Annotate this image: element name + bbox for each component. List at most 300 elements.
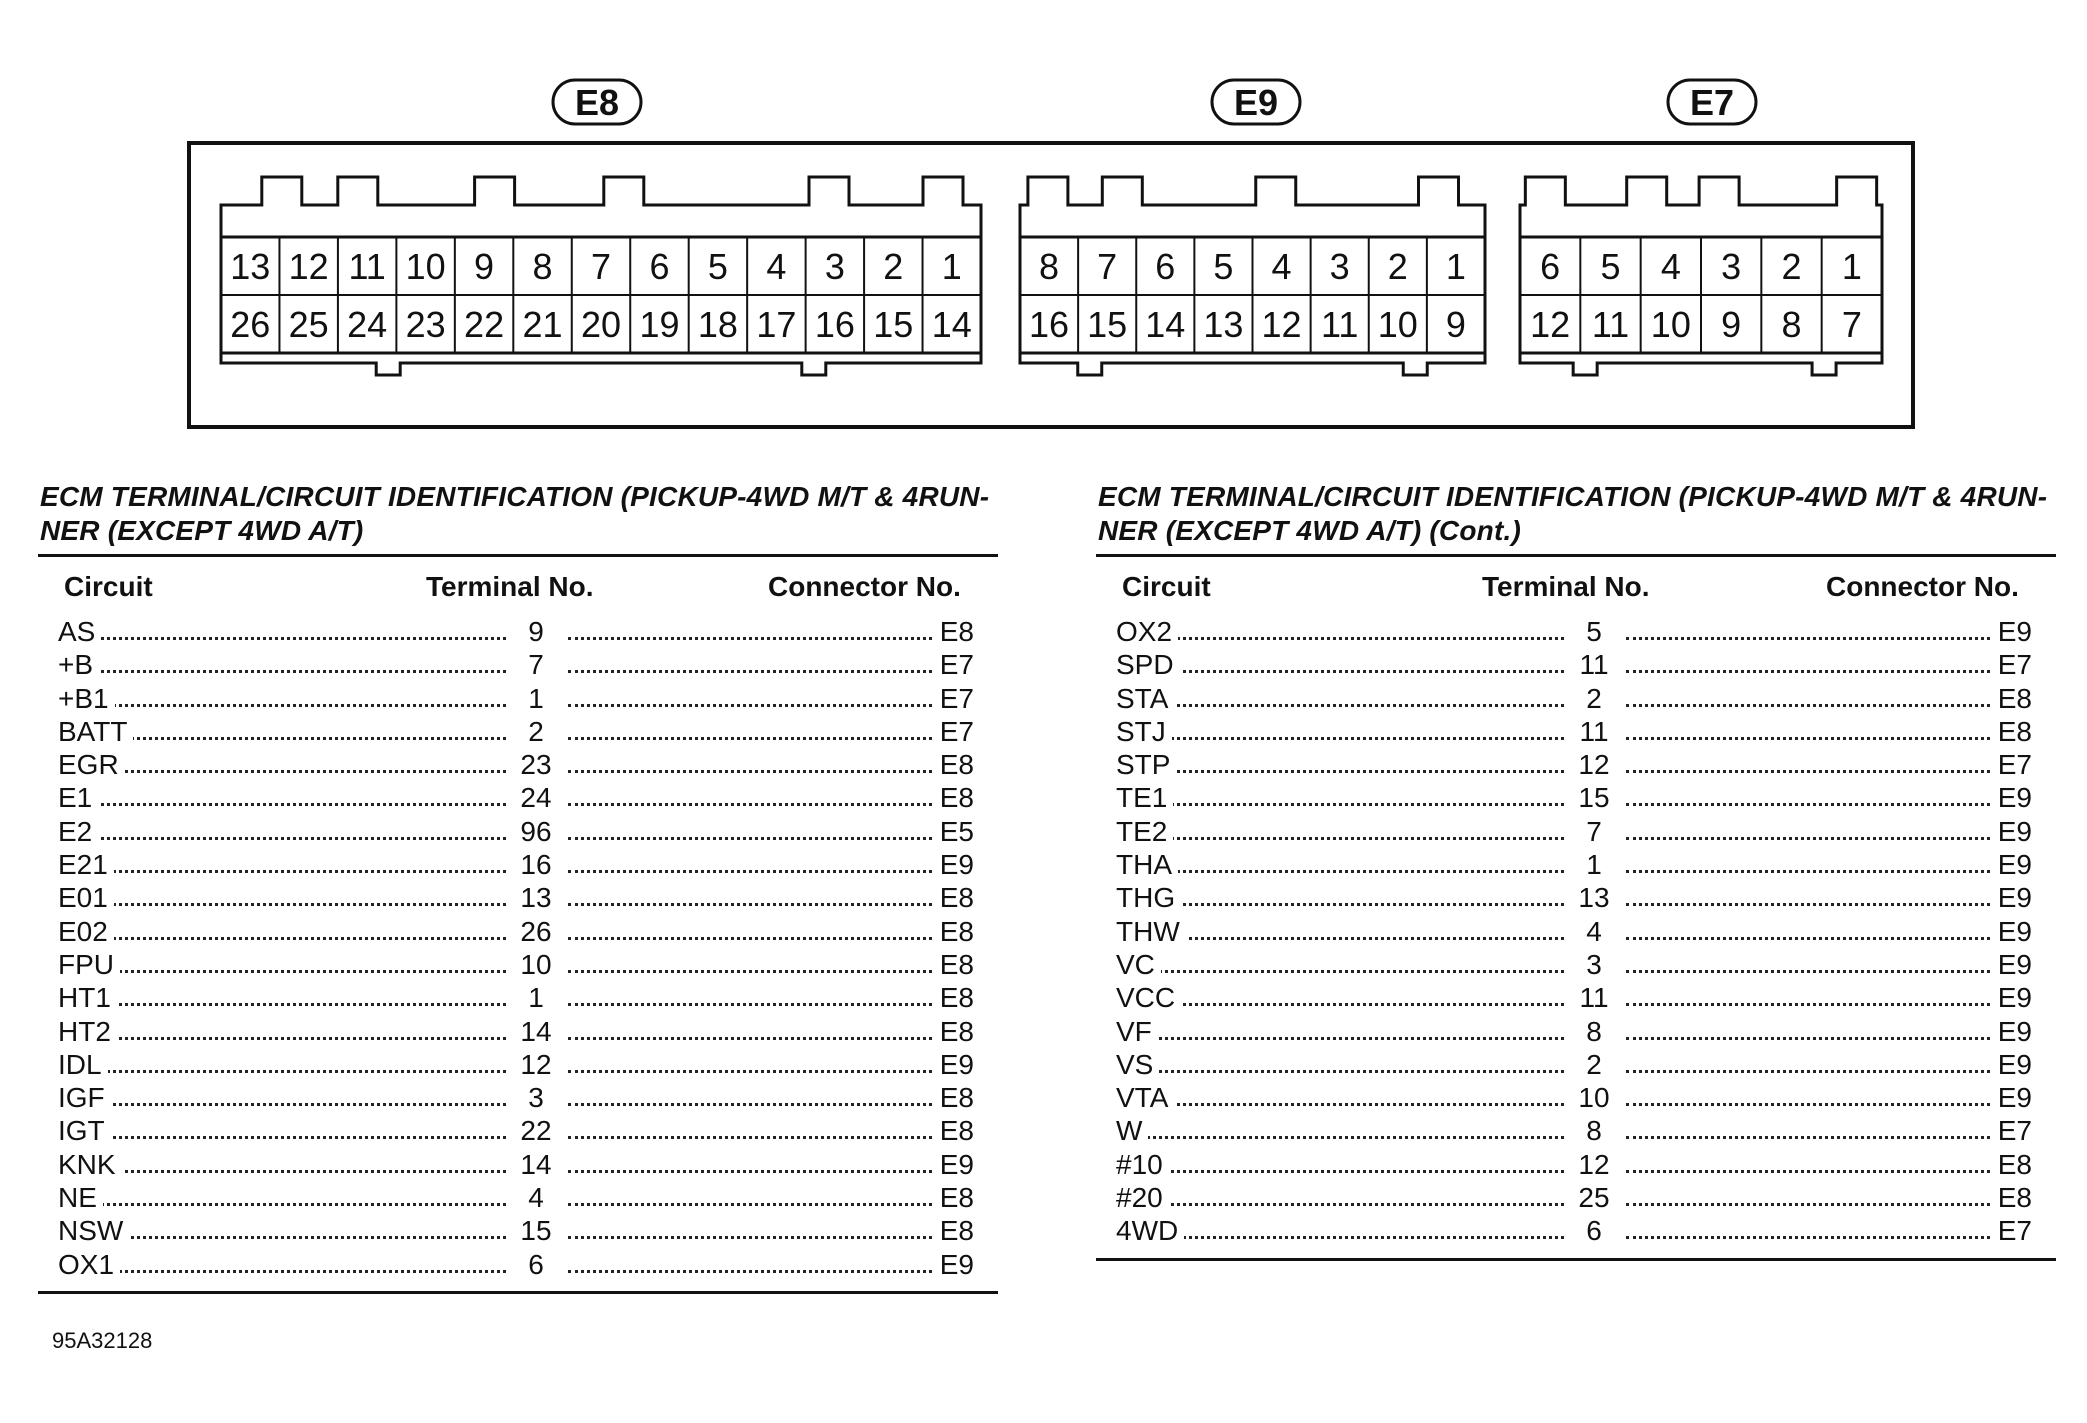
table-row	[1096, 848, 2056, 881]
table-row	[1096, 1114, 2056, 1147]
connector-cell: E9	[1990, 1015, 2032, 1048]
connector-cell: E8	[1990, 715, 2032, 748]
circuit-cell: NE	[58, 1181, 103, 1214]
connector-cell: E5	[932, 815, 974, 848]
terminal-pin-e8-10: 10	[405, 246, 446, 287]
terminal-pin-e8-12: 12	[288, 246, 329, 287]
header-connector: Connector No.	[768, 571, 961, 602]
connector-cell: E8	[932, 1081, 974, 1114]
table-row	[1096, 1181, 2056, 1214]
dot-leader	[568, 970, 938, 973]
circuit-cell: STP	[1116, 748, 1176, 781]
circuit-cell: E1	[58, 781, 98, 814]
table-row	[1096, 648, 2056, 681]
terminal-pin-e7-9: 9	[1721, 304, 1742, 345]
connector-cell: E8	[932, 948, 974, 981]
terminal-pin-e7-7: 7	[1841, 304, 1862, 345]
circuit-cell: VCC	[1116, 981, 1181, 1014]
terminal-pin-e9-4: 4	[1271, 246, 1292, 287]
dot-leader	[568, 1003, 938, 1006]
terminal-cell: 2	[1564, 682, 1624, 715]
connector-cell: E8	[932, 915, 974, 948]
table-row	[38, 781, 998, 814]
terminal-pin-e7-5: 5	[1600, 246, 1621, 287]
header-terminal: Terminal No.	[426, 571, 594, 602]
terminal-pin-e8-4: 4	[766, 246, 787, 287]
connector-e9	[1020, 80, 1485, 375]
circuit-cell: VF	[1116, 1015, 1158, 1048]
terminal-pin-e8-13: 13	[230, 246, 271, 287]
table-row	[1096, 682, 2056, 715]
terminal-pin-e8-25: 25	[288, 304, 329, 345]
table-row	[1096, 915, 2056, 948]
terminal-cell: 2	[1564, 1048, 1624, 1081]
table-row	[38, 815, 998, 848]
terminal-pin-e9-10: 10	[1377, 304, 1418, 345]
table-row	[1096, 1148, 2056, 1181]
connector-cell: E8	[1990, 682, 2032, 715]
dot-leader	[1626, 1003, 1996, 1006]
dot-leader	[1626, 1236, 1996, 1239]
table-row	[38, 981, 998, 1014]
connector-cell: E9	[1990, 981, 2032, 1014]
table-row	[38, 948, 998, 981]
circuit-cell: E01	[58, 881, 114, 914]
terminal-pin-e9-14: 14	[1145, 304, 1186, 345]
terminal-pin-e8-19: 19	[639, 304, 680, 345]
table-row	[1096, 748, 2056, 781]
connector-cell: E7	[1990, 748, 2032, 781]
terminal-cell: 12	[506, 1048, 566, 1081]
dot-leader	[1136, 803, 1564, 806]
terminal-pin-e8-14: 14	[931, 304, 972, 345]
circuit-cell: HT1	[58, 981, 117, 1014]
dot-leader	[1626, 637, 1996, 640]
terminal-cell: 14	[506, 1148, 566, 1181]
terminal-pin-e8-22: 22	[464, 304, 505, 345]
connector-cell: E7	[1990, 1114, 2032, 1147]
terminal-cell: 23	[506, 748, 566, 781]
figure-id: 95A32128	[52, 1328, 153, 1353]
terminal-cell: 1	[1564, 848, 1624, 881]
dot-leader	[78, 903, 506, 906]
circuit-cell: THA	[1116, 848, 1178, 881]
table-row	[38, 648, 998, 681]
dot-leader	[78, 1070, 506, 1073]
dot-leader	[78, 1203, 506, 1206]
connector-cell: E9	[1990, 848, 2032, 881]
dot-leader	[568, 1203, 938, 1206]
terminal-pin-e9-16: 16	[1029, 304, 1070, 345]
connector-cell: E9	[1990, 1048, 2032, 1081]
connector-cell: E7	[1990, 1214, 2032, 1247]
circuit-cell: OX1	[58, 1248, 120, 1281]
table-row	[38, 1081, 998, 1114]
terminal-cell: 7	[506, 648, 566, 681]
dot-leader	[1626, 970, 1996, 973]
terminal-cell: 1	[506, 682, 566, 715]
terminal-cell: 15	[506, 1214, 566, 1247]
circuit-cell: TE1	[1116, 781, 1173, 814]
table-row	[1096, 1048, 2056, 1081]
connector-cell: E8	[1990, 1181, 2032, 1214]
table-rows	[1096, 615, 2056, 1248]
header-circuit: Circuit	[64, 571, 153, 602]
terminal-pin-e8-5: 5	[707, 246, 728, 287]
dot-leader	[1136, 1037, 1564, 1040]
terminal-pin-e9-3: 3	[1329, 246, 1350, 287]
circuit-cell: TE2	[1116, 815, 1173, 848]
terminal-pin-e9-6: 6	[1155, 246, 1176, 287]
table-title-line2: NER (EXCEPT 4WD A/T) (Cont.)	[1098, 515, 1521, 546]
circuit-cell: 4WD	[1116, 1214, 1184, 1247]
connector-label: E9	[1233, 82, 1279, 123]
connector-cell: E8	[932, 1214, 974, 1247]
terminal-pin-e8-26: 26	[230, 304, 271, 345]
terminal-cell: 24	[506, 781, 566, 814]
table-top-rule	[1096, 554, 2056, 557]
circuit-cell: FPU	[58, 948, 120, 981]
dot-leader	[78, 1136, 506, 1139]
dot-leader	[1136, 670, 1564, 673]
terminal-cell: 96	[506, 815, 566, 848]
dot-leader	[1136, 637, 1564, 640]
connector-e7	[1520, 80, 1882, 375]
dot-leader	[78, 837, 506, 840]
dot-leader	[1626, 1103, 1996, 1106]
dot-leader	[568, 1136, 938, 1139]
connector-lip	[1520, 353, 1882, 375]
terminal-pin-e7-6: 6	[1540, 246, 1561, 287]
table-row	[1096, 1081, 2056, 1114]
dot-leader	[1136, 903, 1564, 906]
dot-leader	[1626, 1037, 1996, 1040]
dot-leader	[78, 1270, 506, 1273]
terminal-pin-e9-13: 13	[1203, 304, 1244, 345]
dot-leader	[1626, 937, 1996, 940]
table-title-line2: NER (EXCEPT 4WD A/T)	[40, 515, 364, 546]
connector-cell: E9	[1990, 915, 2032, 948]
dot-leader	[78, 1037, 506, 1040]
circuit-cell: #10	[1116, 1148, 1169, 1181]
terminal-pin-e9-15: 15	[1087, 304, 1128, 345]
connector-label: E8	[574, 82, 620, 123]
circuit-cell: THW	[1116, 915, 1186, 948]
circuit-cell: E02	[58, 915, 114, 948]
circuit-cell: +B	[58, 648, 99, 681]
terminal-cell: 25	[1564, 1181, 1624, 1214]
table-row	[38, 848, 998, 881]
terminal-cell: 12	[1564, 1148, 1624, 1181]
table-header	[38, 571, 998, 615]
table-row	[38, 1015, 998, 1048]
table-bottom-rule	[1096, 1258, 2056, 1261]
table-header	[1096, 571, 2056, 615]
dot-leader	[1626, 1170, 1996, 1173]
circuit-cell: STJ	[1116, 715, 1172, 748]
terminal-pin-e9-11: 11	[1321, 304, 1359, 345]
terminal-pin-e8-20: 20	[580, 304, 622, 345]
terminal-pin-e8-23: 23	[405, 304, 446, 345]
dot-leader	[1626, 870, 1996, 873]
dot-leader	[1626, 737, 1996, 740]
terminal-cell: 10	[1564, 1081, 1624, 1114]
circuit-cell: IDL	[58, 1048, 108, 1081]
table-row	[1096, 781, 2056, 814]
circuit-cell: EGR	[58, 748, 125, 781]
terminal-table-left	[38, 480, 998, 1294]
terminal-cell: 16	[506, 848, 566, 881]
connector-label: E7	[1689, 82, 1735, 123]
terminal-cell: 8	[1564, 1114, 1624, 1147]
terminal-pin-e8-2: 2	[883, 246, 904, 287]
circuit-cell: W	[1116, 1114, 1148, 1147]
dot-leader	[568, 903, 938, 906]
connector-lip	[1020, 353, 1485, 375]
circuit-cell: SPD	[1116, 648, 1180, 681]
connector-cell: E8	[1990, 1148, 2032, 1181]
terminal-cell: 13	[506, 881, 566, 914]
connector-e8	[221, 80, 981, 375]
table-row	[1096, 948, 2056, 981]
dot-leader	[78, 1103, 506, 1106]
connector-housing	[221, 177, 981, 237]
dot-leader	[78, 670, 506, 673]
connector-cell: E9	[1990, 1081, 2032, 1114]
connector-cell: E8	[932, 1181, 974, 1214]
terminal-cell: 14	[506, 1015, 566, 1048]
connector-diagram	[0, 0, 2087, 440]
terminal-pin-e8-21: 21	[522, 304, 563, 345]
connector-housing	[1020, 177, 1485, 237]
connector-cell: E9	[932, 1248, 974, 1281]
terminal-cell: 5	[1564, 615, 1624, 648]
table-row	[38, 1048, 998, 1081]
table-row	[1096, 1015, 2056, 1048]
terminal-pin-e8-18: 18	[697, 304, 738, 345]
dot-leader	[568, 870, 938, 873]
table-rows	[38, 615, 998, 1281]
dot-leader	[1136, 770, 1564, 773]
terminal-pin-e9-12: 12	[1261, 304, 1302, 345]
circuit-cell: E21	[58, 848, 114, 881]
terminal-pin-e8-3: 3	[824, 246, 845, 287]
terminal-pin-e9-5: 5	[1213, 246, 1234, 287]
terminal-pin-e8-6: 6	[649, 246, 670, 287]
terminal-cell: 11	[1564, 715, 1624, 748]
table-row	[38, 748, 998, 781]
dot-leader	[1626, 770, 1996, 773]
table-row	[38, 682, 998, 715]
dot-leader	[568, 1070, 938, 1073]
connector-cell: E9	[1990, 781, 2032, 814]
terminal-cell: 4	[1564, 915, 1624, 948]
table-row	[38, 881, 998, 914]
circuit-cell: VS	[1116, 1048, 1159, 1081]
circuit-cell: BATT	[58, 715, 133, 748]
circuit-cell: IGF	[58, 1081, 111, 1114]
terminal-pin-e8-16: 16	[814, 304, 855, 345]
terminal-pin-e9-7: 7	[1097, 246, 1118, 287]
terminal-pin-e7-11: 11	[1591, 304, 1630, 345]
dot-leader	[568, 670, 938, 673]
table-row	[38, 1114, 998, 1147]
connector-lip	[221, 353, 981, 375]
terminal-cell: 22	[506, 1114, 566, 1147]
dot-leader	[1136, 1003, 1564, 1006]
circuit-cell: VTA	[1116, 1081, 1174, 1114]
dot-leader	[1136, 837, 1564, 840]
table-row	[38, 1148, 998, 1181]
terminal-pin-e8-11: 11	[348, 246, 386, 287]
dot-leader	[78, 803, 506, 806]
table-bottom-rule	[38, 1291, 998, 1294]
terminal-pin-e8-9: 9	[474, 246, 495, 287]
terminal-cell: 11	[1564, 981, 1624, 1014]
table-title	[1096, 480, 2056, 548]
terminal-pin-e9-1: 1	[1445, 246, 1466, 287]
terminal-pin-e7-1: 1	[1841, 246, 1862, 287]
table-row	[1096, 715, 2056, 748]
dot-leader	[78, 704, 506, 707]
terminal-pin-e8-17: 17	[756, 304, 797, 345]
connector-cell: E9	[1990, 881, 2032, 914]
terminal-pin-e8-8: 8	[532, 246, 553, 287]
table-top-rule	[38, 554, 998, 557]
dot-leader	[1626, 803, 1996, 806]
terminal-cell: 1	[506, 981, 566, 1014]
dot-leader	[1136, 870, 1564, 873]
terminal-cell: 11	[1564, 648, 1624, 681]
table-row	[1096, 881, 2056, 914]
dot-leader	[78, 1003, 506, 1006]
dot-leader	[568, 704, 938, 707]
terminal-cell: 6	[506, 1248, 566, 1281]
dot-leader	[568, 1103, 938, 1106]
connector-cell: E9	[932, 1048, 974, 1081]
connector-cell: E9	[932, 848, 974, 881]
circuit-cell: HT2	[58, 1015, 117, 1048]
dot-leader	[1626, 903, 1996, 906]
terminal-cell: 15	[1564, 781, 1624, 814]
terminal-cell: 3	[1564, 948, 1624, 981]
dot-leader	[1136, 1170, 1564, 1173]
dot-leader	[568, 1236, 938, 1239]
terminal-pin-e7-12: 12	[1530, 304, 1571, 345]
dot-leader	[1136, 970, 1564, 973]
dot-leader	[1136, 1103, 1564, 1106]
circuit-cell: THG	[1116, 881, 1181, 914]
table-row	[1096, 981, 2056, 1014]
terminal-pin-e9-9: 9	[1445, 304, 1466, 345]
dot-leader	[568, 1037, 938, 1040]
dot-leader	[78, 937, 506, 940]
terminal-table-right	[1096, 480, 2056, 1261]
dot-leader	[1626, 837, 1996, 840]
circuit-cell: AS	[58, 615, 101, 648]
header-circuit: Circuit	[1122, 571, 1211, 602]
table-title	[38, 480, 998, 548]
connector-cell: E9	[1990, 615, 2032, 648]
dot-leader	[1136, 737, 1564, 740]
connector-cell: E8	[932, 748, 974, 781]
connector-cell: E8	[932, 615, 974, 648]
table-row	[38, 1181, 998, 1214]
terminal-cell: 10	[506, 948, 566, 981]
dot-leader	[568, 1270, 938, 1273]
table-title-line1: ECM TERMINAL/CIRCUIT IDENTIFICATION (PICKUP-4WD M/T & 4RUN-	[40, 481, 990, 512]
terminal-cell: 3	[506, 1081, 566, 1114]
table-row	[38, 1214, 998, 1247]
terminal-cell: 7	[1564, 815, 1624, 848]
terminal-cell: 13	[1564, 881, 1624, 914]
header-connector: Connector No.	[1826, 571, 2019, 602]
terminal-cell: 6	[1564, 1214, 1624, 1247]
dot-leader	[568, 937, 938, 940]
dot-leader	[1136, 1236, 1564, 1239]
terminal-pin-e7-8: 8	[1781, 304, 1802, 345]
table-row	[38, 615, 998, 648]
terminal-pin-e7-4: 4	[1660, 246, 1681, 287]
dot-leader	[1136, 1070, 1564, 1073]
dot-leader	[78, 970, 506, 973]
terminal-cell: 4	[506, 1181, 566, 1214]
dot-leader	[78, 637, 506, 640]
terminal-cell: 9	[506, 615, 566, 648]
dot-leader	[78, 1236, 506, 1239]
table-row	[38, 1248, 998, 1281]
table-row	[1096, 815, 2056, 848]
circuit-cell: IGT	[58, 1114, 111, 1147]
connector-cell: E7	[932, 682, 974, 715]
dot-leader	[568, 637, 938, 640]
circuit-cell: NSW	[58, 1214, 129, 1247]
dot-leader	[568, 1170, 938, 1173]
dot-leader	[1626, 670, 1996, 673]
connector-cell: E8	[932, 981, 974, 1014]
terminal-pin-e9-8: 8	[1039, 246, 1060, 287]
table-row	[38, 915, 998, 948]
terminal-pin-e8-1: 1	[941, 246, 962, 287]
terminal-pin-e8-7: 7	[590, 246, 612, 287]
circuit-cell: #20	[1116, 1181, 1169, 1214]
terminal-pin-e9-2: 2	[1387, 246, 1408, 287]
circuit-cell: STA	[1116, 682, 1174, 715]
dot-leader	[1626, 1203, 1996, 1206]
circuit-cell: +B1	[58, 682, 115, 715]
terminal-cell: 8	[1564, 1015, 1624, 1048]
circuit-cell: VC	[1116, 948, 1161, 981]
dot-leader	[568, 837, 938, 840]
dot-leader	[1136, 1203, 1564, 1206]
table-title-line1: ECM TERMINAL/CIRCUIT IDENTIFICATION (PICKUP-4WD M/T & 4RUN-	[1098, 481, 2048, 512]
circuit-cell: OX2	[1116, 615, 1178, 648]
dot-leader	[1136, 704, 1564, 707]
dot-leader	[78, 770, 506, 773]
dot-leader	[1626, 1136, 1996, 1139]
terminal-cell: 12	[1564, 748, 1624, 781]
dot-leader	[78, 870, 506, 873]
table-row	[1096, 615, 2056, 648]
connector-cell: E9	[1990, 948, 2032, 981]
connector-housing	[1520, 177, 1882, 237]
terminal-pin-e8-15: 15	[873, 304, 914, 345]
connector-cell: E8	[932, 781, 974, 814]
terminal-pin-e7-10: 10	[1650, 304, 1691, 345]
table-row	[1096, 1214, 2056, 1247]
dot-leader	[1136, 1136, 1564, 1139]
terminal-pin-e8-24: 24	[347, 304, 388, 345]
